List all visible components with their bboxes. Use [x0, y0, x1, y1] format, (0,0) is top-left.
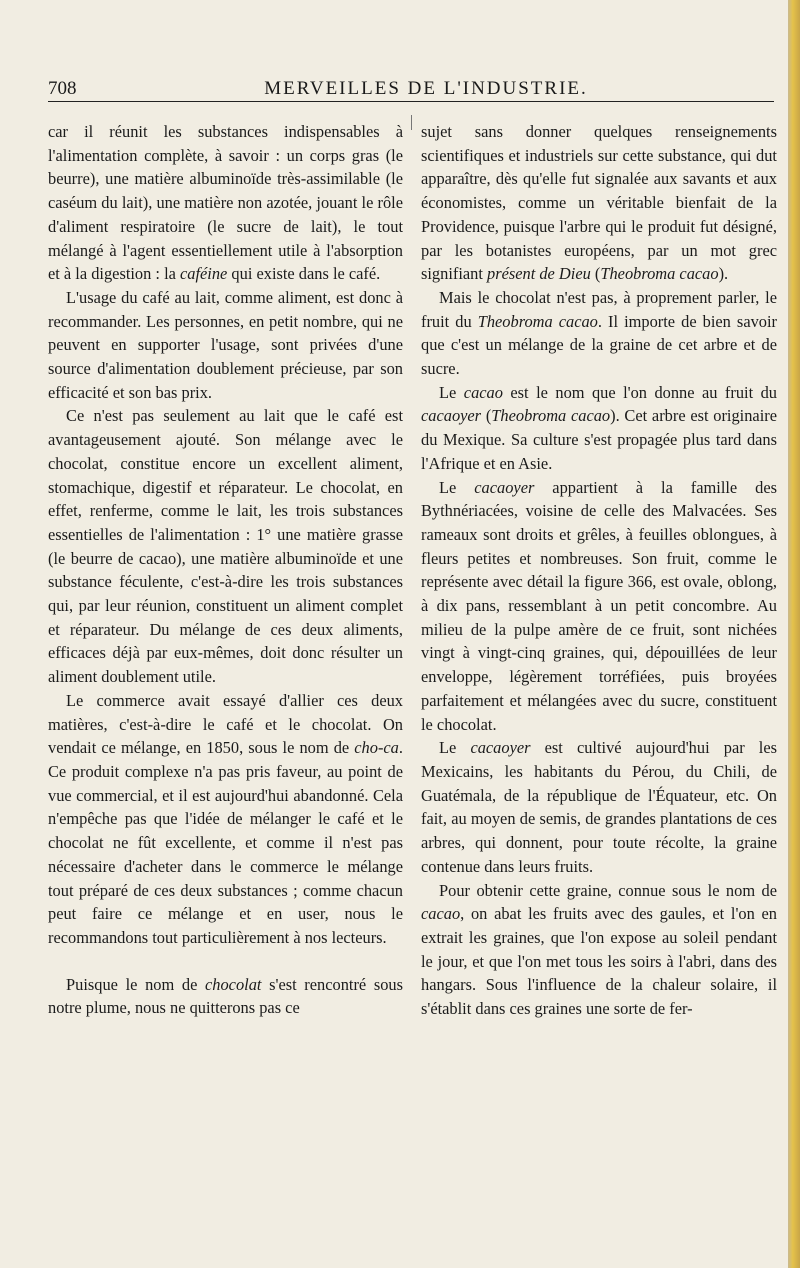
header-rule — [48, 101, 774, 102]
running-title: MERVEILLES DE L'INDUSTRIE. — [264, 78, 588, 99]
paragraph: Le cacaoyer est cultivé aujourd'hui par les Mexicains, les habitants du Pérou, du Chili, de Guatémala, de la république de l'Équateur, etc. On fait, au moyen de semis, de grandes plantations de ces arbres, qui donnent, pour toute récolte, la graine contenue dans leurs fruits. — [421, 738, 777, 876]
page-number: 708 — [48, 78, 77, 99]
column-divider — [411, 115, 412, 130]
left-column — [48, 120, 403, 1020]
paragraph: car il réunit les substances indispensables à l'alimentation complète, à savoir : un corps gras (le beurre), une matière albuminoïde très-assimilable (le caséum du lait), une matière non azotée, jouant le rôle d'aliment respiratoire (le sucre de lait), le tout mélangé à l'agent essentiellement utile à l'absorption et à la digestion : la caféine qui existe dans le café. — [48, 122, 403, 284]
paragraph: Mais le chocolat n'est pas, à proprement parler, le fruit du Theobroma cacao. Il importe de bien savoir que c'est un mélange de la graine de cet arbre et de sucre. — [421, 287, 777, 379]
paragraph: L'usage du café au lait, comme aliment, est donc à recommander. Les personnes, en petit nombre, qui ne peuvent en supporter l'usage, sont privées d'une source d'alimentation doublement précieuse, par son efficacité et son bas prix. — [48, 287, 403, 402]
paragraph: Le commerce avait essayé d'allier ces deux matières, c'est-à-dire le café et le chocolat. On vendait ce mélange, en 1850, sous le nom de cho-ca. Ce produit complexe n'a pas pris faveur, au point de vue commercial, et il est aujourd'hui abandonné. Cela n'empêche pas que l'idée de mélanger le café et le chocolat ne fût excellente, et comme il n'est pas nécessaire d'acheter dans le commerce le mélange tout préparé de ces deux substances ; comme chacun peut faire ce mélange et en user, nous le recommandons tout particulièrement à nos lecteurs. — [48, 690, 403, 947]
paragraph: Ce n'est pas seulement au lait que le café est avantageusement ajouté. Son mélange avec le chocolat, constitue encore un excellent aliment, stomachique, digestif et réparateur. Le chocolat, en effet, renferme, comme le lait, les trois substances essentielles de l'alimentation : 1° une matière grasse (le beurre de cacao), une matière albuminoïde et une substance féculente, c'est-à-dire les trois substances qui, par leur réunion, constituent un aliment complet et réparateur. Du mélange de ces deux aliments, efficaces déjà par eux-mêmes, doit donc résulter un aliment doublement utile. — [48, 406, 403, 687]
paragraph: Pour obtenir cette graine, connue sous le nom de cacao, on abat les fruits avec des gaules, et l'on en extrait les graines, que l'on expose au soleil pendant le jour, et que l'on met tous les soirs à l'abri, dans des hangars. Sous l'influence de la chaleur solaire, il s'établit dans ces graines une sorte de fer- — [421, 880, 777, 1019]
paragraph: Le cacaoyer appartient à la famille des Bythnériacées, voisine de celle des Malvacées. Ses rameaux sont droits et grêles, à feuilles oblongues, à fleurs petites et nombreuses. Son fruit, comme le représente avec détail la figure 366, est ovale, oblong, à dix pans, ressemblant à un petit concombre. Au milieu de la pulpe amère de ce fruit, sont nichées vingt à vingt-cinq graines, qui, dépouillées de leur enveloppe, légèrement torréfiées, puis broyées parfaitement et mélangées avec du sucre, constituent le chocolat. — [421, 477, 778, 734]
right-column — [421, 120, 777, 1021]
page-edge — [788, 0, 800, 1268]
paragraph: Le cacao est le nom que l'on donne au fruit du cacaoyer (Theobroma cacao). Cet arbre est originaire du Mexique. Sa culture s'est propagée plus tard dans l'Afrique et en Asie. — [421, 382, 777, 473]
paragraph: sujet sans donner quelques renseignements scientifiques et industriels sur cette substance, qui dut apparaître, dès qu'elle fut signalée aux savants et aux économistes, comme un véritable bienfait de la Providence, puisque l'arbre qui le produit fut désigné, par les botanistes européens, par un mot grec signifiant présent de Dieu (Theobroma cacao). — [421, 122, 777, 284]
paragraph: Puisque le nom de chocolat s'est rencontré sous notre plume, nous ne quitterons pas ce — [48, 974, 403, 1018]
